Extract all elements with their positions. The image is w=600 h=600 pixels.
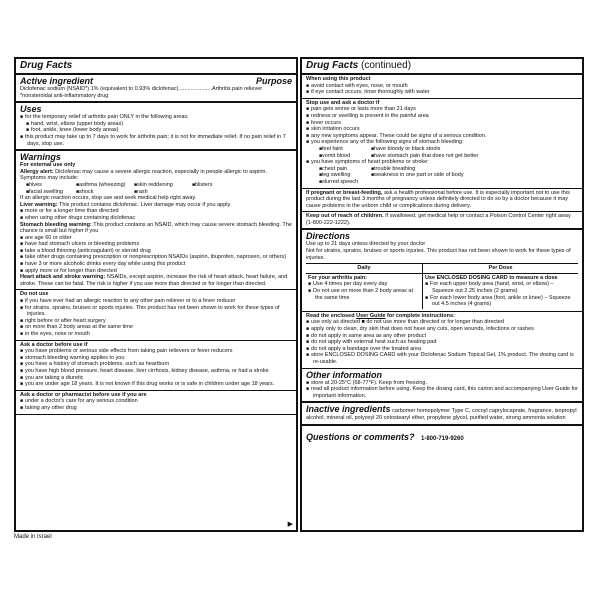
stop-use-heading: Stop use and ask a doctor if [306, 99, 380, 106]
list-item: ■ you have symptoms of heart problems or stroke: [306, 159, 578, 166]
allergy-alert-label: Allergy alert: [20, 168, 54, 175]
list-item: ■ store ENCLOSED DOSING CARD with your Diclofenac Sodium Topical Gel, 1% product. The dosing card is re-usable. [306, 352, 578, 365]
drug-facts-title: Drug Facts [306, 60, 359, 71]
continued-label: (continued) [361, 60, 412, 71]
list-item: ■ have stomach pain that does not get better [371, 153, 578, 160]
list-item: ■ read all product information before using. Keep the dosing card, this carton and accompanying User Guide for important information. [306, 386, 578, 399]
list-item: ■ you have problems or serious side effects from taking pain relievers or fever reducers [20, 348, 292, 355]
list-item: ■ taking any other drug [20, 405, 292, 412]
active-ingredient-section [16, 75, 296, 103]
list-item: ■ any new symptoms appear. These could be signs of a serious condition. [306, 133, 578, 140]
list-item: ■ take a blood thinning (anticoagulant) or steroid drug [20, 248, 292, 255]
liver-warning-text: This product contains diclofenac. Liver damage may occur if you apply [59, 201, 231, 208]
stop-use-section [302, 99, 582, 189]
list-item: ■ on more than 2 body areas at the same time [20, 324, 292, 331]
list-item: ■ hand, wrist, elbow (upper body areas) [20, 121, 292, 128]
pregnancy-section [302, 189, 582, 213]
list-item: ■ you experience any of the following signs of stomach bleeding: [306, 139, 578, 146]
list-item: ■ take other drugs containing prescription or nonprescription NSAIDs (aspirin, ibuprofen, naproxen, or others) [20, 254, 292, 261]
ask-pharmacist-section [16, 391, 296, 415]
read-prefix: Read the enclosed [306, 312, 355, 319]
list-item: ■ Use 4 times per day every day [308, 281, 420, 288]
pregnancy-text: ask a health professional before use. It is especially important not to use this product during the last 3 months of pregnancy unless definitely directed to do so by a doctor because it may cause problems in the unborn child or complications during delivery. [306, 189, 570, 209]
col-dose-header: Per Dose [423, 264, 578, 274]
stomach-warning-label: Stomach bleeding warning: [20, 221, 92, 228]
list-item: ■ vomit blood [319, 153, 371, 160]
read-guide-section [302, 312, 582, 369]
list-item: ■ you are under age 18 years. It is not known if this drug works or is safe in children under age 18 years. [20, 381, 292, 388]
dosing-table [306, 263, 578, 309]
list-item: ■ you have high blood pressure, heart disease, liver cirrhosis, kidney disease, asthma, or had a stroke [20, 368, 292, 375]
list-item: ■ stomach bleeding warning applies to you [20, 355, 292, 362]
inactive-ingredients-heading: Inactive ingredients [306, 404, 391, 415]
list-item: ■ apply more or for longer than directed [20, 268, 292, 275]
bleeding-signs-grid [306, 146, 578, 159]
list-item: ■ use only as directed ■ do not use more than directed or for longer than directed [306, 319, 578, 326]
list-item: ■ have had stomach ulcers or bleeding problems [20, 241, 292, 248]
children-text: If swallowed, get medical help or contact a Poison Control Center right away (1-800-222-1222). [306, 213, 571, 226]
list-item: ■ fever occurs [306, 120, 578, 127]
heart-signs-grid [306, 166, 578, 186]
when-using-heading: When using this product [306, 76, 371, 82]
list-item: ■ chest pain [319, 166, 371, 173]
list-item: ■ under a doctor's care for any serious condition [20, 398, 292, 405]
do-not-use-heading: Do not use [20, 291, 49, 298]
warnings-section [16, 151, 296, 290]
uses-section [16, 103, 296, 151]
list-item: ■ skin irritation occurs [306, 126, 578, 133]
list-item: ■ leg swelling [319, 172, 371, 179]
list-item: ■ apply only to clean, dry skin that does not have any cuts, open wounds, infections or rashes [306, 326, 578, 333]
symptom-item: ■ blisters [192, 182, 292, 189]
made-in-label: Made in Israel [14, 534, 52, 540]
directions-line2: Not for strains, sprains, bruises or sports injuries. This product has not been shown to work for these types of injuries. [306, 248, 571, 261]
allergy-after-text: If an allergic reaction occurs, stop use and seek medical help right away. [20, 195, 197, 202]
pregnancy-label: If pregnant or breast-feeding, [306, 189, 383, 196]
list-item: ■ more or for a longer time than directed [20, 208, 292, 215]
list-item: ■ for strains, sprains, bruises or sports injuries. This product has not been shown to work for these types of injuries. [20, 305, 292, 318]
list-item: ■ when using other drugs containing diclofenac [20, 215, 292, 222]
inactive-ingredients-text: carbomer homopolymer Type C, cocoyl caprylocaprate, fragrance, isopropyl alcohol, mineral oil, polyoxyl 20 cetostearyl ether, propylene glycol, purified water, strong ammonia solution [306, 408, 577, 421]
ask-pharmacist-heading: Ask a doctor or pharmacist before use if you are [20, 391, 147, 398]
list-item: ■ Do not use on more than 2 body areas at the same time [308, 288, 420, 301]
list-item: ■ store at 20-25°C (68-77°F). Keep from freezing. [306, 380, 578, 387]
external-use-text: For external use only [20, 162, 76, 169]
when-using-section [302, 75, 582, 99]
children-section [302, 212, 582, 230]
heart-warning-text: NSAIDs, except aspirin, increase the risk of heart attack, heart failure, and stroke. These can be fatal. The risk is higher if you use more than directed or for longer than directed. [20, 274, 288, 287]
purpose-heading: Purpose [255, 76, 292, 86]
active-ingredient-line: Diclofenac sodium (NSAID*) 1% (equivalent to 0.93% diclofenac)......................Arthritis pain reliever [20, 86, 263, 92]
list-item: ■ do not apply with external heat such as heating pad [306, 339, 578, 346]
continue-arrow-icon: ▶ [287, 521, 293, 528]
directions-section [302, 230, 582, 311]
other-info-heading: Other information [306, 369, 382, 380]
user-guide-label: User Guide [356, 312, 386, 319]
dose-cell [423, 274, 578, 309]
questions-section [302, 426, 582, 447]
list-item: ■ in the eyes, nose or mouth [20, 331, 292, 338]
active-ingredient-footnote: *nonsteroidal anti-inflammatory drug [20, 92, 109, 99]
directions-heading: Directions [306, 231, 351, 242]
list-item: ■ slurred speech [319, 179, 371, 186]
list-item: ■ have 3 or more alcoholic drinks every day while using this product [20, 261, 292, 268]
symptom-item: ■ rash [134, 189, 192, 196]
list-item: ■ you have a history of stomach problems, such as heartburn [20, 361, 292, 368]
drug-facts-panel-right [300, 57, 584, 532]
list-item: ■ weakness in one part or side of body [371, 172, 578, 179]
stomach-warning-text: This product contains an NSAID, which may cause severe stomach bleeding. The chance is small but higher if you [20, 221, 292, 235]
directions-line1: Use up to 21 days unless directed by your doctor [306, 241, 426, 248]
questions-phone: 1-800-719-9260 [420, 435, 464, 442]
symptom-item: ■ asthma (wheezing) [76, 182, 134, 189]
list-item: ■ are age 60 or older [20, 235, 292, 242]
heart-warning-label: Heart attack and stroke warning: [20, 274, 106, 281]
warnings-heading: Warnings [20, 152, 61, 163]
active-ingredient-heading: Active ingredient [20, 76, 94, 86]
list-item: ■ do not apply a bandage over the treated area [306, 346, 578, 353]
list-item: ■ pain gets worse or lasts more than 21 days [306, 106, 578, 113]
list-item: ■ feel faint [319, 146, 371, 153]
list-item: ■ if eye contact occurs, rinse thoroughly with water [306, 89, 578, 96]
list-item: ■ trouble breathing [371, 166, 578, 173]
other-info-section [302, 369, 582, 404]
symptom-item: ■ skin reddening [134, 182, 192, 189]
list-item: ■ avoid contact with eyes, nose, or mouth [306, 83, 578, 90]
list-item: ■ For each lower body area (foot, ankle or knee) – Squeeze out 4.5 inches (4 grams) [425, 295, 576, 308]
dose-head: Use ENCLOSED DOSING CARD to measure a dose [424, 274, 558, 281]
symptom-item: ■ hives [26, 182, 76, 189]
ask-doctor-heading: Ask a doctor before use if [20, 341, 88, 348]
daily-head: For your arthritis pain: [308, 274, 367, 281]
list-item: ■ For each upper body area (hand, wrist, or elbow) – Squeeze out 2.25 inches (2 grams) [425, 281, 576, 294]
list-item: ■ right before or after heart surgery [20, 318, 292, 325]
uses-heading: Uses [20, 104, 42, 115]
daily-cell [306, 274, 423, 309]
read-suffix: for complete instructions: [387, 312, 455, 319]
col-daily-header: Daily [306, 264, 423, 274]
list-item: ■ if you have ever had an allergic reaction to any other pain reliever or to a fever reducer [20, 298, 292, 305]
do-not-use-section [16, 290, 296, 340]
ask-doctor-section [16, 341, 296, 391]
list-item: ■ redness or swelling is present in the painful area [306, 113, 578, 120]
list-item: ■ this product may take up to 7 days to work for arthritis pain; it is not for immediate relief. If no pain relief in 7 days, stop use. [20, 134, 292, 147]
questions-heading: Questions or comments? [306, 431, 415, 442]
allergy-alert-text: Diclofenac may cause a severe allergic reaction, especially in people allergic to aspirin. [55, 168, 268, 175]
drug-facts-title: Drug Facts [16, 59, 296, 75]
list-item: ■ you are taking a diuretic [20, 375, 292, 382]
symptoms-label: Symptoms may include: [20, 175, 79, 182]
symptom-grid [20, 182, 292, 195]
inactive-ingredients-section [302, 403, 582, 425]
list-item: ■ have bloody or black stools [371, 146, 578, 153]
symptom-item: ■ shock [76, 189, 134, 196]
list-item: ■ for the temporary relief of arthritis pain ONLY in the following areas: [20, 114, 292, 121]
list-item: ■ foot, ankle, knee (lower body areas) [20, 127, 292, 134]
list-item: ■ do not apply in same area as any other product [306, 333, 578, 340]
liver-warning-label: Liver warning: [20, 201, 58, 208]
drug-facts-panel-left [14, 57, 298, 532]
symptom-item: ■ facial swelling [26, 189, 76, 196]
children-label: Keep out of reach of children. [306, 213, 384, 220]
